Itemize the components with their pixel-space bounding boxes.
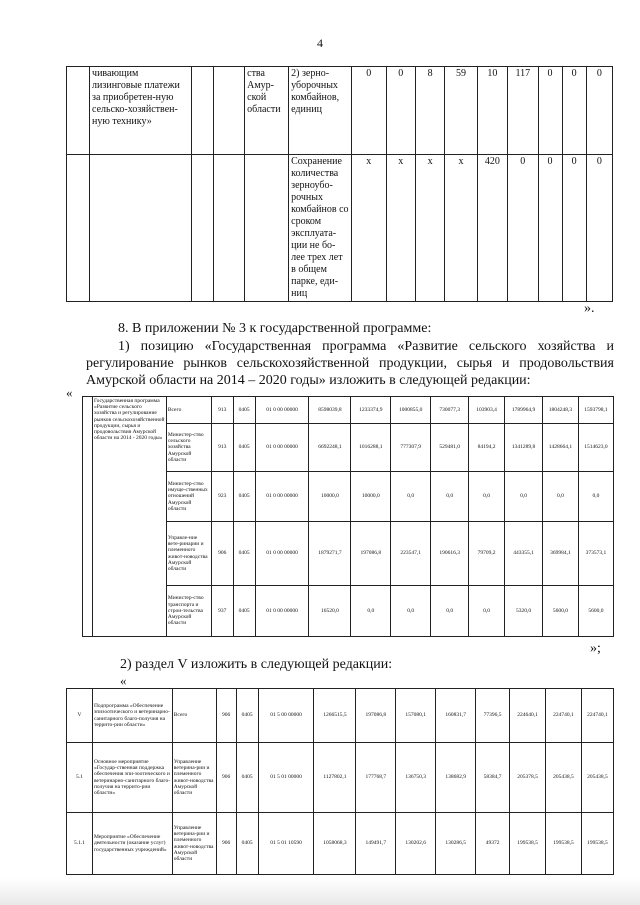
rzpr-cell: 0405 <box>233 472 255 522</box>
section-v-table <box>66 688 614 875</box>
executor-cell: Всего <box>172 689 216 743</box>
executor-cell: Всего <box>166 397 211 424</box>
csr-cell: 01 5 01 00000 <box>258 743 314 813</box>
value-cell: 0 <box>586 155 612 302</box>
value-cell: 224640,1 <box>510 689 546 743</box>
value-cell: 205378,5 <box>510 743 546 813</box>
value-cell: 117 <box>508 67 538 155</box>
executor-cell: Министер-ство транспорта и строи-тельства Амурской области <box>166 586 211 637</box>
indicators-table <box>66 66 613 302</box>
item-8-2-paragraph: 2) раздел V изложить в следующей редакции: <box>120 657 393 672</box>
value-cell: 0,0 <box>431 472 469 522</box>
value-cell: 199538,5 <box>546 813 582 875</box>
value-cell: 8598039,8 <box>309 397 351 424</box>
value-cell: 0,0 <box>505 472 543 522</box>
value-cell: 0 <box>538 67 562 155</box>
item-8-heading: 8. В приложении № 3 к государственной программе: <box>118 321 432 336</box>
value-cell: 138682,9 <box>436 743 476 813</box>
table-row <box>67 67 613 155</box>
value-cell: 59 <box>445 67 477 155</box>
rzpr-cell: 0405 <box>233 424 255 472</box>
closing-quote: »; <box>590 641 601 656</box>
value-cell: 223547,1 <box>391 522 431 586</box>
value-cell: 0 <box>508 155 538 302</box>
value-cell: 0 <box>586 67 612 155</box>
value-cell: x <box>415 155 444 302</box>
program-name-cell: Государственная программа «Развитие сельского хозяйства и регулирование рынков сельскохозяйственной продукции, сырья и продовольствия Амурской области на 2014 - 2020 годы» <box>92 397 166 637</box>
executor-cell: Управле-ние вете-ринарии и племенного живот-новодства Амурской области <box>166 522 211 586</box>
grbs-cell: 913 <box>211 397 233 424</box>
value-cell: 0,0 <box>578 472 613 522</box>
value-cell: 369984,1 <box>542 522 578 586</box>
measure-name-cell: Подпрограмма «Обеспечение эпизоотического и ветеринарно-санитарного благо-получия на террито-рии области» <box>92 689 172 743</box>
grbs-cell: 906 <box>216 689 236 743</box>
value-cell: 49372 <box>476 813 510 875</box>
executor-cell <box>245 155 289 302</box>
value-cell: 205438,5 <box>546 743 582 813</box>
value-cell: 1593798,1 <box>578 397 613 424</box>
executor-cell: Министер-ство имуще-ственных отношений Амурской области <box>166 472 211 522</box>
value-cell: 1233374,9 <box>351 397 391 424</box>
value-cell: x <box>445 155 477 302</box>
value-cell: 730077,3 <box>431 397 469 424</box>
value-cell: 1341289,8 <box>505 424 543 472</box>
value-cell: 1789964,9 <box>505 397 543 424</box>
value-cell: 1266515,5 <box>314 689 356 743</box>
value-cell: 199538,5 <box>581 813 613 875</box>
value-cell: 130202,6 <box>396 813 436 875</box>
value-cell: 0 <box>538 155 562 302</box>
value-cell: 0,0 <box>391 586 431 637</box>
opening-quote: « <box>66 385 73 400</box>
value-cell: 197086,8 <box>351 522 391 586</box>
value-cell: 58384,7 <box>476 743 510 813</box>
table-row <box>67 743 614 813</box>
value-cell: x <box>352 155 387 302</box>
value-cell: 1127802,1 <box>314 743 356 813</box>
value-cell: 205438,5 <box>581 743 613 813</box>
value-cell: 1000855,0 <box>391 397 431 424</box>
table-row <box>67 813 614 875</box>
table-row <box>83 397 614 424</box>
program-financing-table <box>82 396 614 637</box>
value-cell: 0 <box>386 67 415 155</box>
csr-cell: 01 0 00 00000 <box>255 472 309 522</box>
measure-name-cell: Основное мероприятие «Государ-ственная поддержка обеспечения эпи-зоотического и ветеринарно-санитарного благо-получия на террито-рии области» <box>92 743 172 813</box>
csr-cell: 01 0 00 00000 <box>255 586 309 637</box>
value-cell: 177768,7 <box>356 743 396 813</box>
value-cell: 160831,7 <box>436 689 476 743</box>
csr-cell: 01 0 00 00000 <box>255 397 309 424</box>
value-cell: 1016288,1 <box>351 424 391 472</box>
csr-cell: 01 5 00 00000 <box>258 689 314 743</box>
table-row <box>67 689 614 743</box>
csr-cell: 01 0 00 00000 <box>255 424 309 472</box>
value-cell: 420 <box>477 155 507 302</box>
executor-cell: ства Амур-ской области <box>245 67 289 155</box>
value-cell: 5600,0 <box>542 586 578 637</box>
grbs-cell: 923 <box>211 472 233 522</box>
value-cell: 1804248,3 <box>542 397 578 424</box>
value-cell: 224740,1 <box>581 689 613 743</box>
value-cell: 5320,0 <box>505 586 543 637</box>
value-cell: 1428664,1 <box>542 424 578 472</box>
rzpr-cell: 0405 <box>236 689 258 743</box>
grbs-cell: 937 <box>211 586 233 637</box>
value-cell: 8 <box>415 67 444 155</box>
indicator-cell: чивающим лизинговые платежи за приобретен-ную сельско-хозяйствен-ную технику» <box>90 67 192 155</box>
value-cell: 0,0 <box>351 586 391 637</box>
row-number-cell: 5.1 <box>67 743 93 813</box>
value-cell: 199538,5 <box>510 813 546 875</box>
value-cell: 157080,1 <box>396 689 436 743</box>
value-cell: 10000,0 <box>351 472 391 522</box>
table-row <box>67 155 613 302</box>
value-cell: 0,0 <box>469 586 505 637</box>
indicator-cell <box>90 155 192 302</box>
item-8-1-paragraph: 1) позицию «Государственная программа «Развитие сельского хозяйства и регулирование рынков сельскохозяйственной продукции, сырья и продовольствия Амурской области на 2014 – 2020 годы» изложить в следующей редакции: <box>86 339 614 388</box>
csr-cell: 01 5 01 10590 <box>258 813 314 875</box>
value-cell: 136750,3 <box>396 743 436 813</box>
value-cell: 0 <box>562 155 586 302</box>
page-bottom-shadow <box>0 878 640 905</box>
measure-name-cell: Мероприятие «Обеспечение деятельности (оказание услуг) государственных учреждений» <box>92 813 172 875</box>
page-number: 4 <box>317 36 323 50</box>
value-cell: 373573,1 <box>578 522 613 586</box>
rzpr-cell: 0405 <box>233 586 255 637</box>
row-number-cell: 5.1.1 <box>67 813 93 875</box>
value-cell: 10 <box>477 67 507 155</box>
grbs-cell: 906 <box>211 522 233 586</box>
value-cell: 5600,0 <box>578 586 613 637</box>
value-cell: 6692248,1 <box>309 424 351 472</box>
rzpr-cell: 0405 <box>233 397 255 424</box>
value-cell: 1514623,0 <box>578 424 613 472</box>
grbs-cell: 906 <box>216 743 236 813</box>
value-cell: 0,0 <box>391 472 431 522</box>
value-cell: 84194,2 <box>469 424 505 472</box>
value-cell: 130286,5 <box>436 813 476 875</box>
value-cell: 79709,2 <box>469 522 505 586</box>
csr-cell: 01 0 00 00000 <box>255 522 309 586</box>
rzpr-cell: 0405 <box>236 743 258 813</box>
value-cell: 224740,1 <box>546 689 582 743</box>
measure-cell: Сохранение количества зерноубо-рочных комбайнов со сроком эксплуата-ции не бо-лее трех лет в общем парке, еди-ниц <box>289 155 352 302</box>
value-cell: 1058068,3 <box>314 813 356 875</box>
value-cell: x <box>386 155 415 302</box>
value-cell: 0 <box>562 67 586 155</box>
value-cell: 529481,0 <box>431 424 469 472</box>
grbs-cell: 913 <box>211 424 233 472</box>
value-cell: 443355,1 <box>505 522 543 586</box>
value-cell: 777307,9 <box>391 424 431 472</box>
value-cell: 0 <box>352 67 387 155</box>
value-cell: 190616,3 <box>431 522 469 586</box>
value-cell: 16520,0 <box>309 586 351 637</box>
value-cell: 0,0 <box>431 586 469 637</box>
value-cell: 1879271,7 <box>309 522 351 586</box>
row-number-cell: V <box>67 689 93 743</box>
value-cell: 77396,5 <box>476 689 510 743</box>
executor-cell: Министер-ство сельского хозяйства Амурской области <box>166 424 211 472</box>
grbs-cell: 906 <box>216 813 236 875</box>
executor-cell: Управление ветерина-рии и племенного живот-новодства Амурской области <box>172 813 216 875</box>
rzpr-cell: 0405 <box>233 522 255 586</box>
value-cell: 0,0 <box>469 472 505 522</box>
value-cell: 103903,4 <box>469 397 505 424</box>
value-cell: 10000,0 <box>309 472 351 522</box>
rzpr-cell: 0405 <box>236 813 258 875</box>
value-cell: 0,0 <box>542 472 578 522</box>
closing-quote: ». <box>584 301 595 316</box>
value-cell: 197086,8 <box>356 689 396 743</box>
opening-quote: « <box>120 673 127 688</box>
measure-cell: 2) зерно-уборочных комбайнов, единиц <box>289 67 352 155</box>
executor-cell: Управление ветерина-рии и племенного живот-новодства Амурской области <box>172 743 216 813</box>
value-cell: 149491,7 <box>356 813 396 875</box>
